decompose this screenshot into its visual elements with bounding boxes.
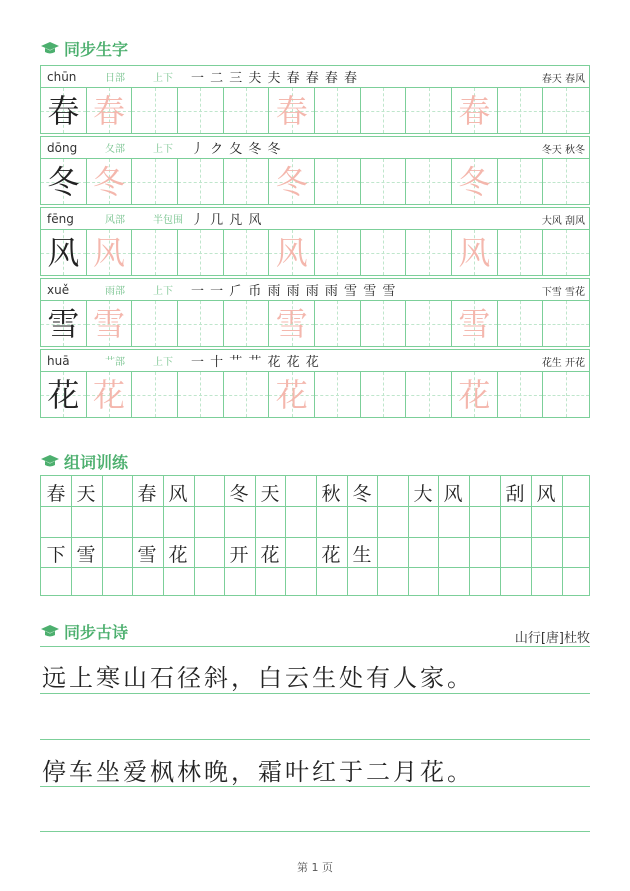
- writing-grid-row: [40, 371, 590, 418]
- writing-grid-row: [40, 158, 590, 205]
- character-info-row: [40, 207, 590, 229]
- word-character: 冬: [229, 483, 249, 505]
- character-practice-block: [40, 207, 590, 276]
- trace-character: 冬: [275, 162, 308, 201]
- writing-cell[interactable]: [543, 230, 589, 275]
- writing-cell[interactable]: [41, 159, 87, 204]
- writing-cell[interactable]: [498, 88, 544, 133]
- poem-rule: [40, 693, 590, 694]
- writing-cell[interactable]: [406, 159, 452, 204]
- graduation-cap-icon: [40, 624, 60, 640]
- stroke-order: 丿 ク 夂 冬 冬: [191, 142, 282, 157]
- character-practice-block: [40, 278, 590, 347]
- word-character: 春: [46, 483, 66, 505]
- trace-character: 雪: [458, 304, 491, 343]
- character-pinyin: fēng: [47, 211, 74, 226]
- writing-cell[interactable]: [132, 372, 178, 417]
- trace-character: 花: [93, 375, 126, 414]
- word-character: 风: [168, 483, 188, 505]
- writing-cell[interactable]: [41, 88, 87, 133]
- grid-line: [285, 476, 286, 595]
- word-character: 开: [229, 544, 249, 566]
- writing-cell[interactable]: [361, 159, 407, 204]
- trace-character: 花: [275, 375, 308, 414]
- character-pinyin: chūn: [47, 69, 77, 84]
- word-character: 风: [443, 483, 463, 505]
- model-character: 花: [47, 375, 80, 414]
- writing-cell[interactable]: [406, 88, 452, 133]
- poem-rule: [40, 646, 590, 647]
- character-info-row: [40, 136, 590, 158]
- trace-character: 春: [275, 91, 308, 130]
- writing-cell[interactable]: [178, 230, 224, 275]
- writing-cell[interactable]: [406, 230, 452, 275]
- character-structure: 上下: [153, 73, 173, 84]
- word-character: 下: [46, 544, 66, 566]
- grid-line: [41, 567, 589, 568]
- grid-line: [102, 476, 103, 595]
- graduation-cap-icon: [40, 41, 60, 57]
- graduation-cap-icon: [40, 454, 60, 470]
- writing-cell[interactable]: [224, 230, 270, 275]
- poem-rule: [40, 739, 590, 740]
- writing-cell[interactable]: [543, 88, 589, 133]
- character-pinyin: xuě: [47, 282, 70, 297]
- character-info-row: [40, 349, 590, 371]
- writing-cell[interactable]: [178, 301, 224, 346]
- word-character: 天: [260, 483, 280, 505]
- word-character: 生: [352, 544, 372, 566]
- writing-cell[interactable]: [406, 301, 452, 346]
- writing-cell[interactable]: [269, 372, 315, 417]
- character-radical: 雨部: [105, 286, 125, 297]
- writing-cell[interactable]: [452, 159, 498, 204]
- page-number: 第 1 页: [297, 861, 333, 874]
- writing-cell[interactable]: [87, 88, 133, 133]
- character-structure: 上下: [153, 357, 173, 368]
- trace-character: 风: [93, 233, 126, 272]
- writing-cell[interactable]: [87, 301, 133, 346]
- writing-cell[interactable]: [361, 88, 407, 133]
- character-practice-block: [40, 136, 590, 205]
- writing-cell[interactable]: [543, 301, 589, 346]
- writing-cell[interactable]: [224, 159, 270, 204]
- example-words: 花生 开花: [541, 358, 585, 369]
- word-practice-grid: [40, 475, 590, 596]
- grid-line: [377, 476, 378, 595]
- model-character: 春: [47, 91, 80, 130]
- writing-cell[interactable]: [41, 301, 87, 346]
- model-character: 冬: [47, 162, 80, 201]
- writing-cell[interactable]: [132, 88, 178, 133]
- writing-cell[interactable]: [269, 88, 315, 133]
- writing-cell[interactable]: [87, 230, 133, 275]
- character-radical: 艹部: [105, 357, 125, 368]
- poem-source: 山行[唐]杜牧: [514, 631, 590, 646]
- character-pinyin: huā: [47, 353, 70, 368]
- character-radical: 日部: [105, 73, 125, 84]
- character-radical: 风部: [105, 215, 125, 226]
- stroke-order: 一 一 ⺁ 币 雨 雨 雨 雨 雪 雪 雪: [191, 284, 397, 299]
- word-character: 刮: [505, 483, 525, 505]
- practice-section-title: 同步生字: [40, 37, 128, 60]
- writing-cell[interactable]: [178, 372, 224, 417]
- writing-cell[interactable]: [178, 88, 224, 133]
- word-character: 花: [168, 544, 188, 566]
- writing-cell[interactable]: [452, 372, 498, 417]
- grid-line: [194, 476, 195, 595]
- stroke-order: 一 十 艹 艹 花 花 花: [191, 355, 320, 370]
- trace-character: 风: [458, 233, 491, 272]
- word-character: 冬: [352, 483, 372, 505]
- word-character: 风: [536, 483, 556, 505]
- trace-character: 风: [275, 233, 308, 272]
- trace-character: 春: [458, 91, 491, 130]
- writing-cell[interactable]: [452, 230, 498, 275]
- word-character: 大: [413, 483, 433, 505]
- grid-line: [41, 506, 589, 507]
- poem-rule: [40, 786, 590, 787]
- writing-grid-row: [40, 229, 590, 276]
- writing-cell[interactable]: [543, 159, 589, 204]
- writing-cell[interactable]: [406, 372, 452, 417]
- character-radical: 夂部: [105, 144, 125, 155]
- poem-section-title: 同步古诗: [40, 620, 128, 643]
- writing-cell[interactable]: [132, 230, 178, 275]
- character-structure: 上下: [153, 286, 173, 297]
- writing-cell[interactable]: [132, 301, 178, 346]
- writing-cell[interactable]: [361, 301, 407, 346]
- stroke-order: 一 二 三 夫 夫 春 春 春 春: [191, 71, 359, 86]
- character-structure: 上下: [153, 144, 173, 155]
- grid-line: [41, 537, 589, 538]
- example-words: 下雪 雪花: [541, 287, 585, 298]
- character-structure: 半包围: [153, 215, 183, 226]
- trace-character: 雪: [275, 304, 308, 343]
- character-practice-block: [40, 349, 590, 418]
- writing-cell[interactable]: [361, 230, 407, 275]
- writing-cell[interactable]: [543, 372, 589, 417]
- writing-cell[interactable]: [224, 88, 270, 133]
- poem-line-2: 停车坐爱枫林晚，霜叶红于二月花。: [42, 758, 474, 786]
- writing-cell[interactable]: [361, 372, 407, 417]
- writing-cell[interactable]: [452, 301, 498, 346]
- grid-line: [562, 476, 563, 595]
- trace-character: 冬: [93, 162, 126, 201]
- grid-line: [469, 476, 470, 595]
- writing-cell[interactable]: [498, 159, 544, 204]
- poem-rule: [40, 831, 590, 832]
- example-words: 春天 春风: [541, 74, 585, 85]
- trace-character: 冬: [458, 162, 491, 201]
- poem-line-1: 远上寒山石径斜，白云生处有人家。: [42, 664, 474, 692]
- writing-cell[interactable]: [41, 372, 87, 417]
- writing-cell[interactable]: [315, 88, 361, 133]
- word-character: 雪: [76, 544, 96, 566]
- writing-cell[interactable]: [87, 159, 133, 204]
- writing-cell[interactable]: [269, 230, 315, 275]
- writing-cell[interactable]: [132, 159, 178, 204]
- writing-cell[interactable]: [224, 301, 270, 346]
- trace-character: 花: [458, 375, 491, 414]
- model-character: 风: [47, 233, 80, 272]
- writing-cell[interactable]: [269, 301, 315, 346]
- example-words: 冬天 秋冬: [541, 145, 585, 156]
- word-character: 秋: [321, 483, 341, 505]
- words-section-title: 组词训练: [40, 450, 128, 473]
- writing-cell[interactable]: [498, 230, 544, 275]
- example-words: 大风 刮风: [541, 216, 585, 227]
- writing-cell[interactable]: [498, 372, 544, 417]
- writing-cell[interactable]: [452, 88, 498, 133]
- writing-cell[interactable]: [224, 372, 270, 417]
- trace-character: 春: [93, 91, 126, 130]
- word-character: 春: [137, 483, 157, 505]
- writing-cell[interactable]: [315, 159, 361, 204]
- model-character: 雪: [47, 304, 80, 343]
- word-character: 雪: [137, 544, 157, 566]
- writing-cell[interactable]: [315, 230, 361, 275]
- character-practice-block: [40, 65, 590, 134]
- writing-cell[interactable]: [315, 301, 361, 346]
- word-character: 天: [76, 483, 96, 505]
- writing-cell[interactable]: [178, 159, 224, 204]
- writing-grid-row: [40, 300, 590, 347]
- character-info-row: [40, 65, 590, 87]
- word-character: 花: [321, 544, 341, 566]
- writing-cell[interactable]: [315, 372, 361, 417]
- character-pinyin: dōng: [47, 140, 78, 155]
- stroke-order: 丿 几 凡 风: [191, 213, 263, 228]
- trace-character: 雪: [93, 304, 126, 343]
- word-character: 花: [260, 544, 280, 566]
- character-info-row: [40, 278, 590, 300]
- writing-cell[interactable]: [498, 301, 544, 346]
- writing-cell[interactable]: [87, 372, 133, 417]
- writing-cell[interactable]: [269, 159, 315, 204]
- writing-cell[interactable]: [41, 230, 87, 275]
- writing-grid-row: [40, 87, 590, 134]
